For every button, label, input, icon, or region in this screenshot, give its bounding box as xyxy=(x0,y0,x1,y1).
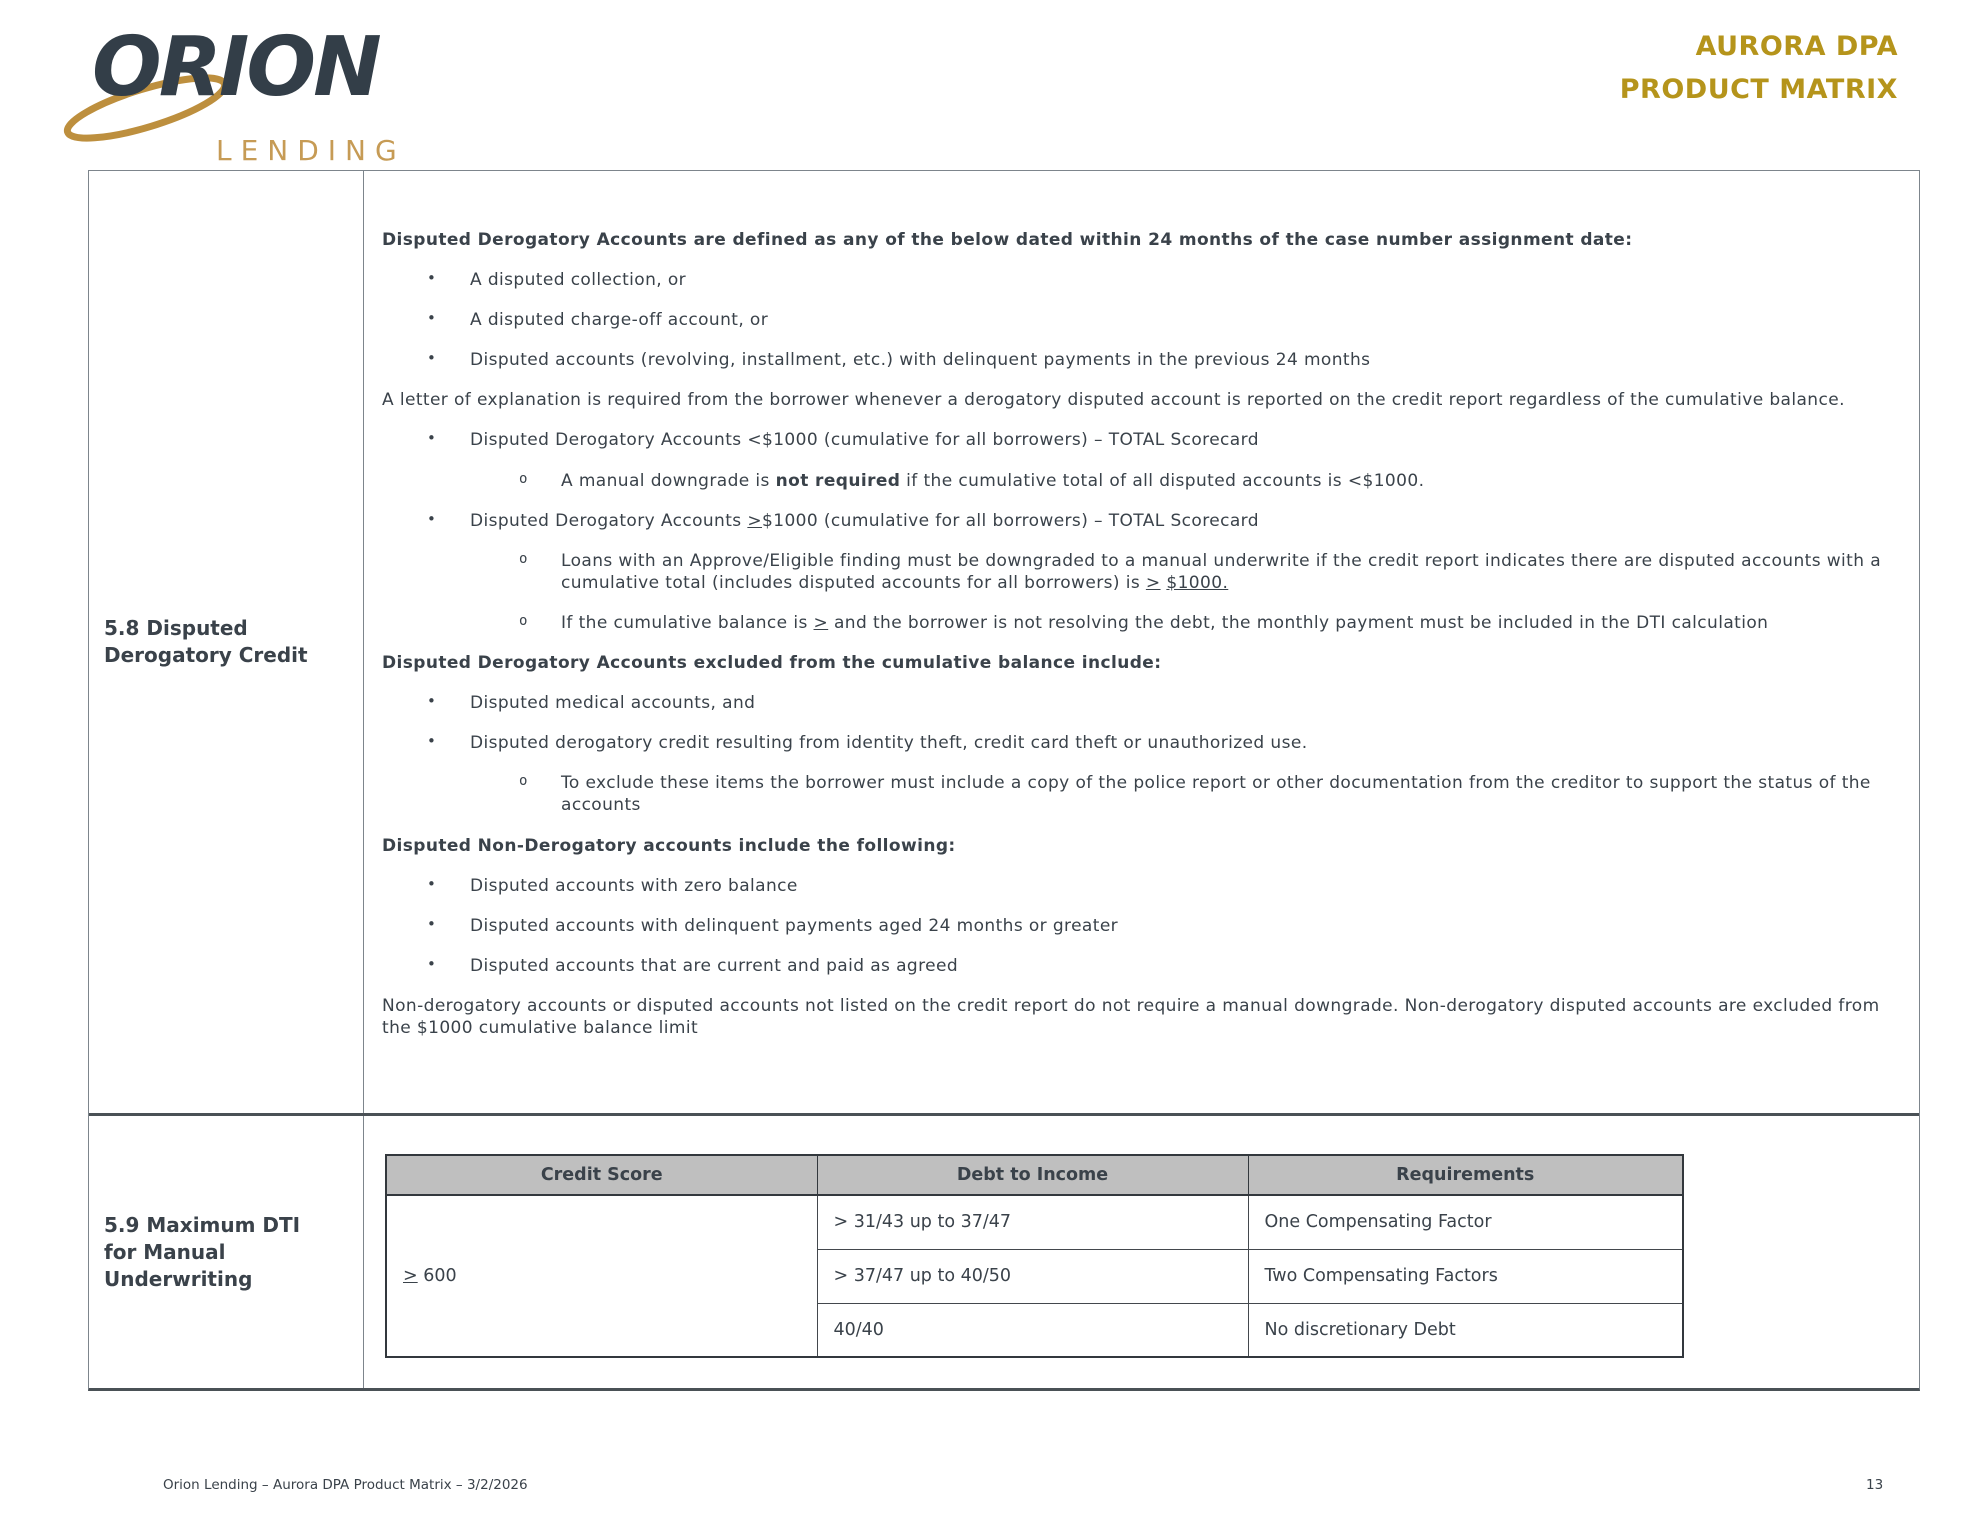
bullet-item xyxy=(427,955,1891,977)
bullet-item xyxy=(427,309,1891,331)
bullet-text xyxy=(470,915,1891,937)
text-segment: If the cumulative balance is xyxy=(561,612,814,633)
doc-title-line2: PRODUCT MATRIX xyxy=(1619,73,1898,105)
bullet-text xyxy=(561,772,1891,816)
text-segment: Disputed Derogatory Accounts are defined as any of the below dated within 24 months of the case number assignment date: xyxy=(382,230,1633,250)
text-segment: 600 xyxy=(417,1266,457,1286)
content-heading xyxy=(382,229,1891,251)
bullet-item xyxy=(427,875,1891,897)
text-segment: . xyxy=(1222,572,1229,593)
doc-title xyxy=(1620,26,1898,111)
dti-table-header-row xyxy=(386,1155,1683,1195)
bullet-item xyxy=(427,732,1891,754)
sub-bullet-item xyxy=(519,470,1891,492)
bullet-text xyxy=(470,349,1891,371)
dti-cell: > 37/47 up to 40/50 xyxy=(817,1249,1248,1303)
bullet-marker: • xyxy=(427,349,437,368)
bullet-marker: o xyxy=(519,550,528,567)
section-5-8-row xyxy=(89,171,1919,1113)
text-segment: $1000 (cumulative for all borrowers) – TOTAL Scorecard xyxy=(762,510,1259,531)
text-segment: A disputed charge-off account, or xyxy=(470,310,769,331)
header-requirements: Requirements xyxy=(1248,1155,1683,1195)
section-title-5-9: 5.9 Maximum DTI for Manual Underwriting xyxy=(89,1116,364,1388)
text-segment: Disputed accounts with delinquent payments aged 24 months or greater xyxy=(470,915,1119,936)
content-heading xyxy=(382,652,1891,674)
bullet-text xyxy=(561,470,1891,492)
header-credit-score: Credit Score xyxy=(386,1155,817,1195)
section-5-9-row xyxy=(89,1113,1919,1388)
bullet-marker: o xyxy=(519,612,528,629)
dti-table-row xyxy=(386,1195,1683,1249)
bullet-text xyxy=(470,309,1891,331)
bullet-text xyxy=(561,550,1891,594)
bullet-marker: • xyxy=(427,509,437,528)
bullet-marker: • xyxy=(427,874,437,893)
bullet-item xyxy=(427,915,1891,937)
bullet-marker: • xyxy=(427,732,437,751)
content-paragraph xyxy=(382,389,1891,411)
text-segment: $1000 xyxy=(1166,572,1223,593)
text-segment: Disputed derogatory credit resulting from identity theft, credit card theft or unauthorized use. xyxy=(470,733,1308,754)
bullet-marker: • xyxy=(427,269,437,288)
content-heading xyxy=(382,835,1891,857)
text-segment: Disputed accounts (revolving, installment, etc.) with delinquent payments in the previous 24 months xyxy=(470,350,1371,371)
bullet-marker: • xyxy=(427,429,437,448)
sub-bullet-item xyxy=(519,772,1891,816)
section-title-5-8: 5.8 Disputed Derogatory Credit xyxy=(89,171,364,1113)
bullet-text xyxy=(470,875,1891,897)
sub-bullet-item xyxy=(519,550,1891,594)
orion-lending-logo xyxy=(70,16,450,166)
text-segment: Non-derogatory accounts or disputed accounts not listed on the credit report do not require a manual downgrade. Non-derogatory disputed accounts are excluded from the $1000 cumulative balance limit xyxy=(382,995,1880,1038)
bullet-text xyxy=(470,510,1891,532)
text-segment: Disputed Derogatory Accounts xyxy=(470,510,748,531)
bullet-item xyxy=(427,692,1891,714)
footer-document-label: Orion Lending – Aurora DPA Product Matrix – 3/2/2026 xyxy=(163,1477,528,1493)
text-segment: and the borrower is not resolving the debt, the monthly payment must be included in the DTI calculation xyxy=(828,612,1769,633)
bullet-marker: • xyxy=(427,309,437,328)
text-segment: Disputed Non-Derogatory accounts include the following: xyxy=(382,835,956,856)
dti-cell: > 31/43 up to 37/47 xyxy=(817,1195,1248,1249)
bullet-text xyxy=(470,429,1891,451)
header-debt-to-income: Debt to Income xyxy=(817,1155,1248,1195)
bullet-text xyxy=(470,692,1891,714)
text-segment: > xyxy=(747,510,763,531)
text-segment: A disputed collection, or xyxy=(470,270,687,291)
section-5-9-content xyxy=(364,1116,1919,1388)
doc-title-line1: AURORA DPA xyxy=(1695,31,1898,62)
text-segment: To exclude these items the borrower must include a copy of the police report or other documentation from the creditor to support the status of the accounts xyxy=(561,773,1871,816)
text-segment: > xyxy=(1145,572,1161,593)
dti-cell: 40/40 xyxy=(817,1303,1248,1357)
text-segment: if the cumulative total of all disputed accounts is <$1000. xyxy=(900,470,1425,491)
bullet-marker: • xyxy=(427,692,437,711)
bullet-marker: • xyxy=(427,914,437,933)
text-segment: Disputed medical accounts, and xyxy=(470,693,756,714)
text-segment: A letter of explanation is required from the borrower whenever a derogatory disputed account is reported on the credit report regardless of the cumulative balance. xyxy=(382,390,1845,411)
matrix-table xyxy=(88,170,1920,1391)
text-segment: Disputed accounts that are current and paid as agreed xyxy=(470,955,959,976)
requirements-cell: No discretionary Debt xyxy=(1248,1303,1683,1357)
bullet-item xyxy=(427,349,1891,371)
credit-score-cell xyxy=(386,1195,817,1357)
text-segment: not required xyxy=(775,470,901,491)
section-5-8-content xyxy=(364,171,1919,1113)
text-segment: Disputed Derogatory Accounts <$1000 (cumulative for all borrowers) – TOTAL Scorecard xyxy=(470,430,1259,451)
bullet-text xyxy=(470,732,1891,754)
sub-bullet-item xyxy=(519,612,1891,634)
bullet-item xyxy=(427,269,1891,291)
text-segment: Disputed accounts with zero balance xyxy=(470,875,798,896)
requirements-cell: One Compensating Factor xyxy=(1248,1195,1683,1249)
dti-table xyxy=(385,1154,1684,1358)
text-segment: A manual downgrade is xyxy=(561,470,776,491)
bullet-marker: o xyxy=(519,773,528,790)
bullet-text xyxy=(470,955,1891,977)
bullet-marker: • xyxy=(427,954,437,973)
text-segment: Loans with an Approve/Eligible finding must be downgraded to a manual underwrite if the credit report indicates there are disputed accounts with a cumulative total (includes disputed accounts for all borrowers) is xyxy=(561,550,1882,593)
requirements-cell: Two Compensating Factors xyxy=(1248,1249,1683,1303)
text-segment: Disputed Derogatory Accounts excluded from the cumulative balance include: xyxy=(382,653,1162,674)
bullet-item xyxy=(427,510,1891,532)
bullet-item xyxy=(427,429,1891,451)
bullet-text xyxy=(470,269,1891,291)
content-paragraph xyxy=(382,995,1891,1039)
orion-wordmark: ORION xyxy=(92,20,379,115)
text-segment: > xyxy=(813,612,829,633)
bullet-text xyxy=(561,612,1891,634)
text-segment: > xyxy=(403,1266,418,1286)
bullet-marker: o xyxy=(519,470,528,487)
lending-wordmark: LENDING xyxy=(216,134,406,167)
footer-page-number: 13 xyxy=(1866,1477,1884,1493)
